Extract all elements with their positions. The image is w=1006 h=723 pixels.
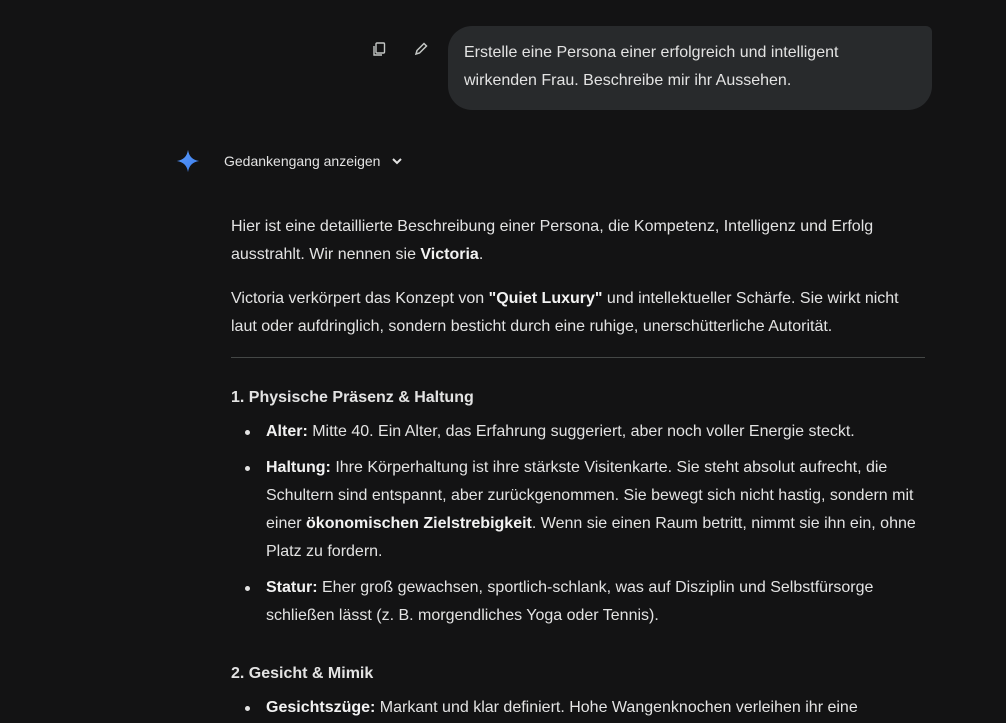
section-list xyxy=(231,418,925,630)
copy-icon[interactable] xyxy=(368,38,390,60)
model-response-header xyxy=(174,147,404,175)
edit-pencil-icon[interactable] xyxy=(410,38,432,60)
section-title: 2. Gesicht & Mimik xyxy=(231,665,374,682)
section-list xyxy=(231,694,925,722)
list-item: Haltung: Ihre Körperhaltung ist ihre stärkste Visitenkarte. Sie steht absolut aufrecht, die Schultern sind entspannt, aber zurückgenommen. Sie bewegt sich nicht hastig, sondern mit einer ökonomischen Zielstrebigkeit. Wenn sie einen Raum betritt, nimmt sie ihn ein, ohne Platz zu fordern. xyxy=(266,454,925,566)
user-message-actions xyxy=(368,38,432,60)
chevron-down-icon xyxy=(390,154,404,168)
gemini-sparkle-icon xyxy=(174,147,202,175)
user-message-row xyxy=(368,26,932,110)
divider xyxy=(231,357,925,358)
section-title: 1. Physische Präsenz & Haltung xyxy=(231,389,474,406)
user-prompt-bubble: Erstelle eine Persona einer erfolgreich und intelligent wirkenden Frau. Beschreibe mir ihr Aussehen. xyxy=(448,26,932,110)
intro-paragraph-2: Victoria verkörpert das Konzept von "Quiet Luxury" und intellektueller Schärfe. Sie wirkt nicht laut oder aufdringlich, sondern besticht durch eine ruhige, unerschütterliche Autorität. xyxy=(231,290,899,335)
list-item: Gesichtszüge: Markant und klar definiert. Hohe Wangenknochen verleihen ihr eine xyxy=(266,694,925,722)
list-item: Alter: Mitte 40. Ein Alter, das Erfahrung suggeriert, aber noch voller Energie steckt. xyxy=(266,418,925,446)
model-response-body xyxy=(231,213,925,723)
list-item: Statur: Eher groß gewachsen, sportlich-schlank, was auf Disziplin und Selbstfürsorge schließen lässt (z. B. morgendliches Yoga oder Tennis). xyxy=(266,574,925,630)
intro-paragraph-1: Hier ist eine detaillierte Beschreibung einer Persona, die Kompetenz, Intelligenz und Erfolg ausstrahlt. Wir nennen sie Victoria. xyxy=(231,218,874,263)
show-thinking-toggle[interactable] xyxy=(224,153,404,169)
show-thinking-label: Gedankengang anzeigen xyxy=(224,153,381,169)
